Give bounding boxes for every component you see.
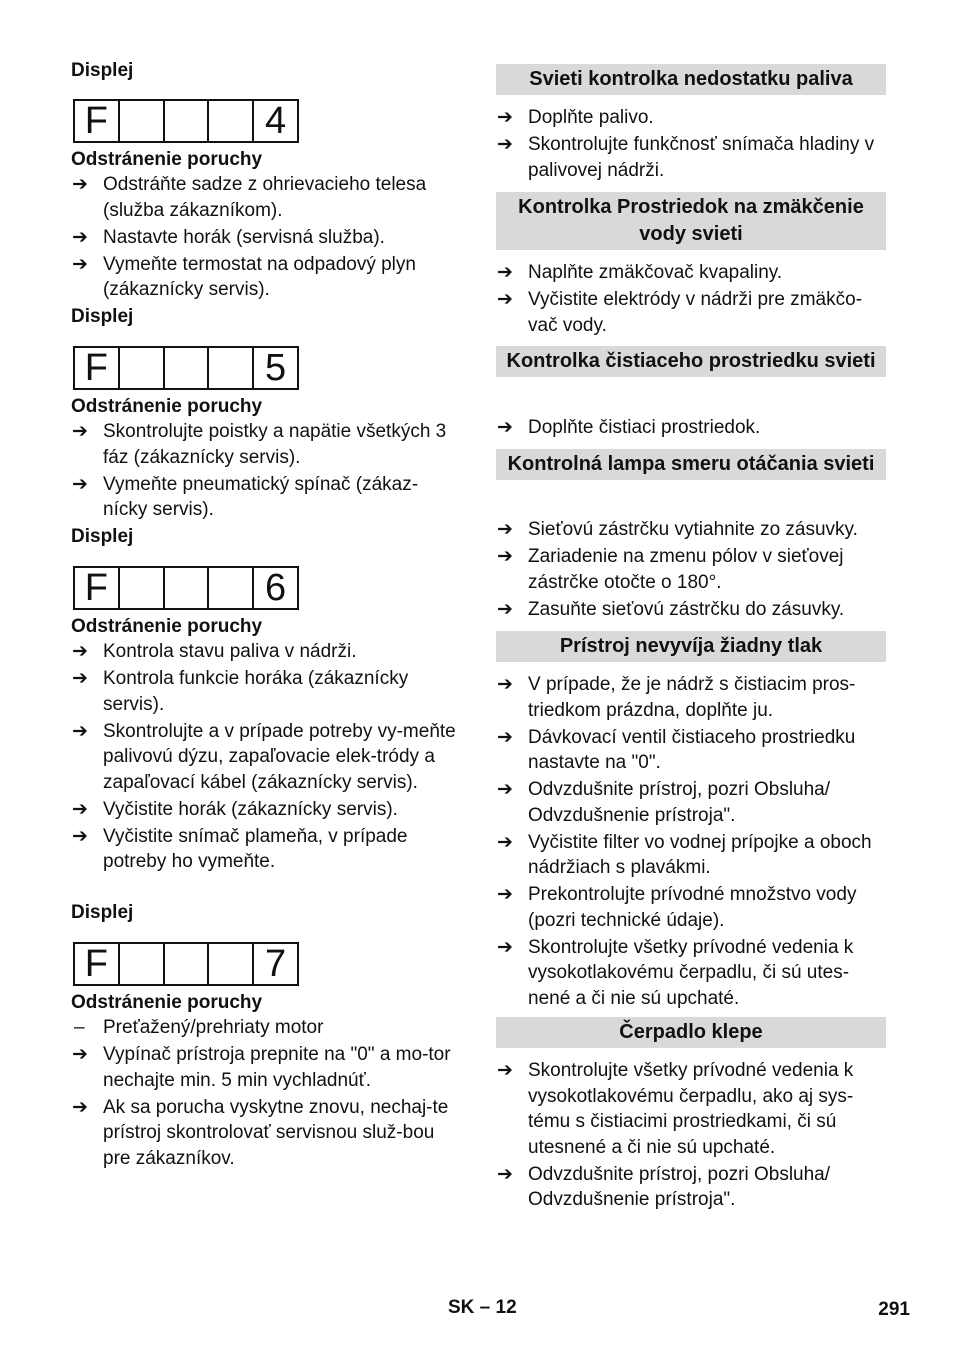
list-item — [496, 725, 886, 776]
list-item-text: Preťažený/prehriaty motor — [103, 1017, 324, 1038]
list-item-text: Vyčistite filter vo vodnej prípojke a oboch nádržiach s plavákmi. — [528, 831, 872, 878]
section-list — [496, 672, 886, 1013]
section-heading: Kontrolka čistiaceho prostriedku svieti — [496, 346, 886, 377]
arrow-right-icon: ➔ — [497, 674, 513, 695]
display-digit — [120, 348, 165, 388]
section-list — [496, 517, 886, 624]
remedy-label: Odstránenie poruchy — [71, 992, 263, 1013]
display-digit: F — [75, 348, 120, 388]
list-item — [496, 415, 886, 441]
list-item — [71, 1042, 461, 1093]
display-digit: 6 — [265, 567, 287, 609]
list-item-text: Vymeňte pneumatický spínač (zákaz-nícky servis). — [103, 473, 419, 520]
display-digit — [165, 568, 210, 608]
list-item-text: Dávkovací ventil čistiaceho prostriedku nastavte na "0". — [528, 726, 856, 773]
list-item — [496, 597, 886, 623]
display-label: Displej — [71, 306, 134, 327]
dash-icon: – — [74, 1017, 85, 1038]
arrow-right-icon: ➔ — [72, 668, 88, 689]
section-heading: Svieti kontrolka nedostatku paliva — [496, 64, 886, 95]
remedy-list — [71, 172, 461, 304]
list-item — [71, 719, 461, 796]
display-digit: F — [75, 944, 120, 984]
list-item — [496, 1058, 886, 1160]
list-item-text: Skontrolujte funkčnosť snímača hladiny v palivovej nádrži. — [528, 134, 875, 181]
display-digit — [165, 101, 210, 141]
list-item — [496, 1162, 886, 1213]
arrow-right-icon: ➔ — [72, 720, 88, 742]
arrow-right-icon: ➔ — [72, 174, 88, 195]
display-label: Displej — [71, 902, 134, 923]
list-item — [71, 824, 461, 875]
display-digit — [120, 101, 165, 141]
display-digit: F — [75, 568, 120, 608]
list-item-text: Prekontrolujte prívodné množstvo vody (pozri technické údaje). — [528, 884, 857, 931]
section-heading: Kontrolná lampa smeru otáčania svieti — [496, 449, 886, 480]
remedy-list — [71, 1015, 461, 1173]
list-item — [496, 517, 886, 543]
display-digit: 7 — [265, 943, 287, 985]
list-item — [71, 1015, 461, 1041]
list-item — [496, 544, 886, 595]
list-item-text: Odstráňte sadze z ohrievacieho telesa (služba zákazníkom). — [103, 174, 427, 221]
display-digit — [209, 568, 254, 608]
display-digit: F — [75, 101, 120, 141]
arrow-right-icon: ➔ — [72, 825, 88, 847]
display-digit: 5 — [265, 347, 287, 389]
list-item-text: Doplňte čistiaci prostriedok. — [528, 417, 761, 438]
arrow-right-icon: ➔ — [497, 134, 513, 155]
arrow-right-icon: ➔ — [497, 779, 513, 800]
list-item — [71, 419, 461, 470]
display-code-box — [73, 99, 299, 143]
list-item-text: Nastavte horák (servisná služba). — [103, 226, 385, 248]
display-digit — [209, 348, 254, 388]
list-item-text: Kontrola funkcie horáka (zákaznícky servis). — [103, 668, 409, 715]
list-item-text: Doplňte palivo. — [528, 107, 654, 128]
list-item-text: V prípade, že je nádrž s čistiacim pros-triedkom prázdna, doplňte ju. — [528, 674, 856, 721]
display-code-box — [73, 566, 299, 610]
remedy-label: Odstránenie poruchy — [71, 149, 263, 170]
display-digit: 4 — [265, 100, 287, 142]
list-item-text: Odvzdušnite prístroj, pozri Obsluha/ Odvzdušnenie prístroja". — [528, 779, 831, 826]
list-item — [71, 797, 461, 823]
list-item — [496, 132, 886, 183]
display-digit — [209, 944, 254, 984]
display-label: Displej — [71, 526, 134, 547]
list-item-text: Vyčistite snímač plameňa, v prípade potreby ho vymeňte. — [103, 825, 408, 872]
section-list — [496, 1058, 886, 1214]
list-item — [71, 225, 461, 251]
arrow-right-icon: ➔ — [72, 473, 88, 495]
list-item-text: Ak sa porucha vyskytne znovu, nechaj-te prístroj skontrolovať servisnou služ-bou pre zákazníkov. — [103, 1096, 449, 1169]
list-item-text: Odvzdušnite prístroj, pozri Obsluha/ Odvzdušnenie prístroja". — [528, 1163, 831, 1210]
list-item — [496, 672, 886, 723]
list-item-text: Zariadenie na zmenu pólov v sieťovej zástrčke otočte o 180°. — [528, 546, 844, 593]
display-label: Displej — [71, 60, 134, 81]
arrow-right-icon: ➔ — [497, 884, 513, 905]
section-list — [496, 415, 886, 442]
list-item — [71, 639, 461, 665]
remedy-label: Odstránenie poruchy — [71, 396, 263, 417]
display-digit — [120, 568, 165, 608]
arrow-right-icon: ➔ — [497, 1163, 513, 1185]
display-code-box — [73, 346, 299, 390]
remedy-list — [71, 419, 461, 524]
arrow-right-icon: ➔ — [497, 262, 513, 283]
list-item — [71, 252, 461, 303]
arrow-right-icon: ➔ — [72, 253, 88, 275]
arrow-right-icon: ➔ — [497, 107, 513, 128]
list-item — [496, 260, 886, 286]
list-item — [496, 105, 886, 131]
arrow-right-icon: ➔ — [497, 936, 513, 958]
list-item — [71, 472, 461, 523]
arrow-right-icon: ➔ — [72, 421, 88, 442]
list-item — [496, 830, 886, 881]
list-item-text: Vypínač prístroja prepnite na "0" a mo-tor nechajte min. 5 min vychladnúť. — [103, 1044, 451, 1091]
list-item-text: Vyčistite elektródy v nádrži pre zmäkčo-vač vody. — [528, 289, 863, 336]
arrow-right-icon: ➔ — [72, 641, 88, 662]
arrow-right-icon: ➔ — [497, 417, 513, 438]
arrow-right-icon: ➔ — [497, 546, 513, 567]
list-item-text: Vyčistite horák (zákaznícky servis). — [103, 798, 398, 820]
display-digit — [165, 348, 210, 388]
arrow-right-icon: ➔ — [72, 1044, 88, 1065]
list-item-text: Skontrolujte všetky prívodné vedenia k vysokotlakovému čerpadlu, či sú utes-nené a či nie sú upchaté. — [528, 936, 854, 1009]
list-item — [496, 882, 886, 933]
list-item-text: Vymeňte termostat na odpadový plyn (zákaznícky servis). — [103, 253, 416, 300]
list-item — [71, 666, 461, 717]
page-number: 291 — [878, 1299, 910, 1320]
footer-section-page: SK – 12 — [448, 1297, 517, 1318]
arrow-right-icon: ➔ — [497, 519, 513, 540]
list-item-text: Naplňte zmäkčovač kvapaliny. — [528, 262, 783, 283]
arrow-right-icon: ➔ — [497, 1060, 513, 1081]
arrow-right-icon: ➔ — [497, 598, 513, 620]
arrow-right-icon: ➔ — [497, 726, 513, 748]
section-heading: Kontrolka Prostriedok na zmäkčenie vody svieti — [496, 192, 886, 250]
arrow-right-icon: ➔ — [72, 1096, 88, 1118]
section-list — [496, 260, 886, 340]
list-item — [496, 777, 886, 828]
list-item — [71, 172, 461, 223]
arrow-right-icon: ➔ — [72, 798, 88, 820]
section-list — [496, 105, 886, 185]
list-item — [496, 287, 886, 338]
list-item — [71, 1095, 461, 1172]
list-item-text: Sieťovú zástrčku vytiahnite zo zásuvky. — [528, 519, 858, 540]
display-digit — [209, 101, 254, 141]
list-item — [496, 935, 886, 1012]
display-digit — [120, 944, 165, 984]
section-heading: Prístroj nevyvíja žiadny tlak — [496, 631, 886, 662]
arrow-right-icon: ➔ — [72, 226, 88, 248]
list-item-text: Skontrolujte poistky a napätie všetkých 3 fáz (zákaznícky servis). — [103, 421, 447, 468]
list-item-text: Kontrola stavu paliva v nádrži. — [103, 641, 357, 662]
display-digit — [165, 944, 210, 984]
section-heading: Čerpadlo klepe — [496, 1017, 886, 1048]
display-code-box — [73, 942, 299, 986]
arrow-right-icon: ➔ — [497, 831, 513, 853]
remedy-list — [71, 639, 461, 876]
list-item-text: Skontrolujte a v prípade potreby vy-meňte palivovú dýzu, zapaľovacie elek-tródy a zapaľovací kábel (zákaznícky servis). — [103, 720, 456, 793]
list-item-text: Zasuňte sieťovú zástrčku do zásuvky. — [528, 598, 845, 620]
remedy-label: Odstránenie poruchy — [71, 616, 263, 637]
list-item-text: Skontrolujte všetky prívodné vedenia k vysokotlakovému čerpadlu, ako aj sys-tému s čistiacimi prostriedkami, či sú utesnené a či nie sú upchaté. — [528, 1060, 854, 1158]
arrow-right-icon: ➔ — [497, 289, 513, 310]
